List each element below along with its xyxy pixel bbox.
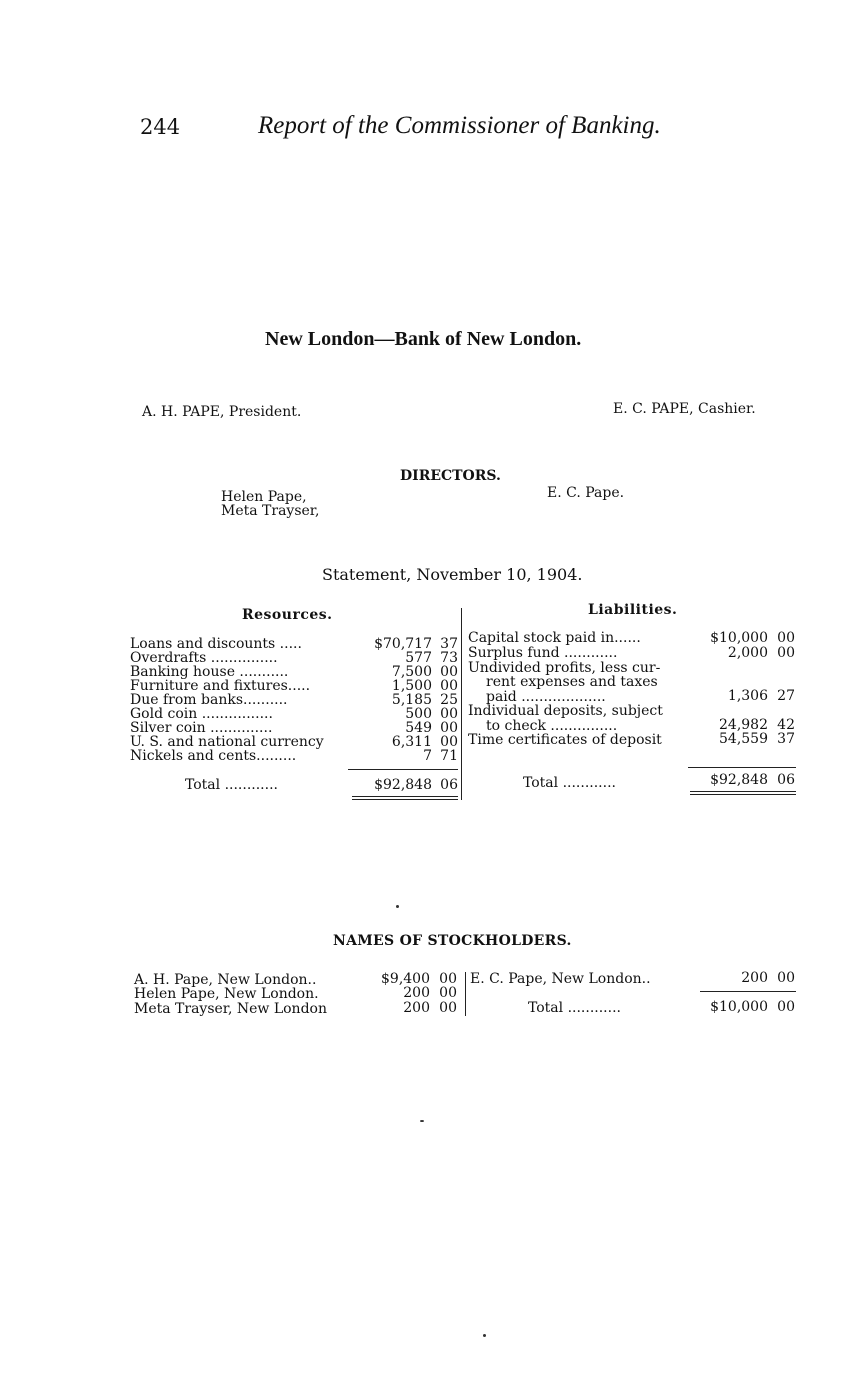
liability-label: Time certificates of deposit: [468, 732, 662, 748]
resource-dollars: 577: [405, 650, 432, 666]
resource-label: Nickels and cents.........: [130, 748, 297, 764]
stockholders-rule: [700, 991, 796, 992]
resource-cents: 25: [440, 692, 458, 708]
liability-label: rent expenses and taxes: [486, 674, 658, 690]
bank-title: New London—Bank of New London.: [265, 328, 582, 350]
resources-rule: [348, 769, 458, 770]
liabilities-double-rule: [690, 791, 796, 795]
stockholder-cents: 00: [439, 985, 457, 1001]
statement-title: Statement, November 10, 1904.: [322, 565, 583, 584]
resource-cents: 71: [440, 748, 458, 764]
stockholder-dollars: 200: [741, 970, 768, 986]
liability-dollars: $10,000: [710, 630, 768, 646]
total-dollars: $10,000: [710, 999, 768, 1015]
liability-label: Individual deposits, subject: [468, 703, 663, 719]
stockholder-name: A. H. Pape, New London..: [134, 972, 317, 988]
liability-cents: 27: [777, 688, 795, 704]
stockholder-dollars: 200: [403, 1000, 430, 1016]
resource-dollars: 5,185: [391, 692, 432, 708]
stockholder-dollars: $9,400: [381, 971, 430, 987]
resource-cents: 00: [440, 734, 458, 750]
scan-speck: [396, 905, 399, 908]
resource-cents: 00: [440, 720, 458, 736]
directors-heading: DIRECTORS.: [400, 468, 501, 484]
stockholder-cents: 00: [777, 970, 795, 986]
liabilities-rule: [688, 767, 796, 768]
stockholder-name: E. C. Pape, New London..: [470, 971, 651, 987]
resource-dollars: 7,500: [391, 664, 432, 680]
resource-label: Loans and discounts .....: [130, 636, 302, 652]
total-cents: 00: [777, 999, 795, 1015]
liability-label: Undivided profits, less cur-: [468, 660, 661, 676]
liability-label: paid ...................: [486, 689, 606, 705]
liability-cents: 00: [777, 645, 795, 661]
resources-heading: Resources.: [242, 607, 333, 623]
liability-dollars: 24,982: [719, 717, 768, 733]
stockholder-name: Helen Pape, New London.: [134, 986, 319, 1002]
stockholders-divider: [465, 972, 466, 1016]
resource-dollars: 549: [405, 720, 432, 736]
liability-cents: 37: [777, 731, 795, 747]
liability-label: to check ...............: [486, 718, 618, 734]
resource-label: Overdrafts ...............: [130, 650, 278, 666]
resource-label: U. S. and national currency: [130, 734, 324, 750]
resource-dollars: 7: [423, 748, 432, 764]
resource-cents: 00: [440, 678, 458, 694]
liability-label: Capital stock paid in......: [468, 630, 641, 646]
scan-speck: [420, 1120, 424, 1122]
resource-label: Banking house ...........: [130, 664, 289, 680]
liabilities-heading: Liabilities.: [588, 602, 678, 618]
stockholder-name: Meta Trayser, New London: [134, 1001, 327, 1017]
resources-total-row: [185, 778, 460, 792]
liability-dollars: 54,559: [719, 731, 768, 747]
stockholder-dollars: 200: [403, 985, 430, 1001]
running-title: Report of the Commissioner of Banking.: [258, 112, 661, 139]
liability-dollars: 1,306: [727, 688, 768, 704]
stockholder-cents: 00: [439, 971, 457, 987]
resource-dollars: 500: [405, 706, 432, 722]
stockholders-heading: NAMES OF STOCKHOLDERS.: [333, 933, 572, 949]
resource-dollars: 6,311: [391, 734, 432, 750]
total-dollars: $92,848: [710, 772, 768, 788]
president: A. H. PAPE, President.: [142, 404, 302, 420]
total-label: Total ............: [523, 775, 616, 791]
total-cents: 06: [440, 777, 458, 793]
total-label: Total ............: [528, 1000, 621, 1016]
cashier: E. C. PAPE, Cashier.: [613, 401, 756, 417]
resource-cents: 00: [440, 706, 458, 722]
resource-cents: 00: [440, 664, 458, 680]
liability-cents: 42: [777, 717, 795, 733]
total-cents: 06: [777, 772, 795, 788]
resource-row: [130, 749, 460, 763]
liability-dollars: 2,000: [727, 645, 768, 661]
column-divider: [461, 608, 462, 800]
liability-label: Surplus fund ............: [468, 645, 618, 661]
resources-double-rule: [352, 796, 458, 800]
stockholder-cents: 00: [439, 1000, 457, 1016]
resource-dollars: $70,717: [374, 636, 432, 652]
resource-cents: 73: [440, 650, 458, 666]
resource-label: Due from banks..........: [130, 692, 288, 708]
resource-dollars: 1,500: [391, 678, 432, 694]
director-name: Meta Trayser,: [221, 503, 320, 519]
scan-speck: [483, 1334, 486, 1337]
director-name: E. C. Pape.: [547, 485, 625, 501]
resource-label: Furniture and fixtures.....: [130, 678, 311, 694]
resource-cents: 37: [440, 636, 458, 652]
resource-label: Gold coin ................: [130, 706, 273, 722]
total-dollars: $92,848: [374, 777, 432, 793]
total-label: Total ............: [185, 777, 278, 793]
liability-cents: 00: [777, 630, 795, 646]
page-number: 244: [140, 115, 181, 139]
director-name: Helen Pape,: [221, 489, 307, 505]
resource-label: Silver coin ..............: [130, 720, 273, 736]
